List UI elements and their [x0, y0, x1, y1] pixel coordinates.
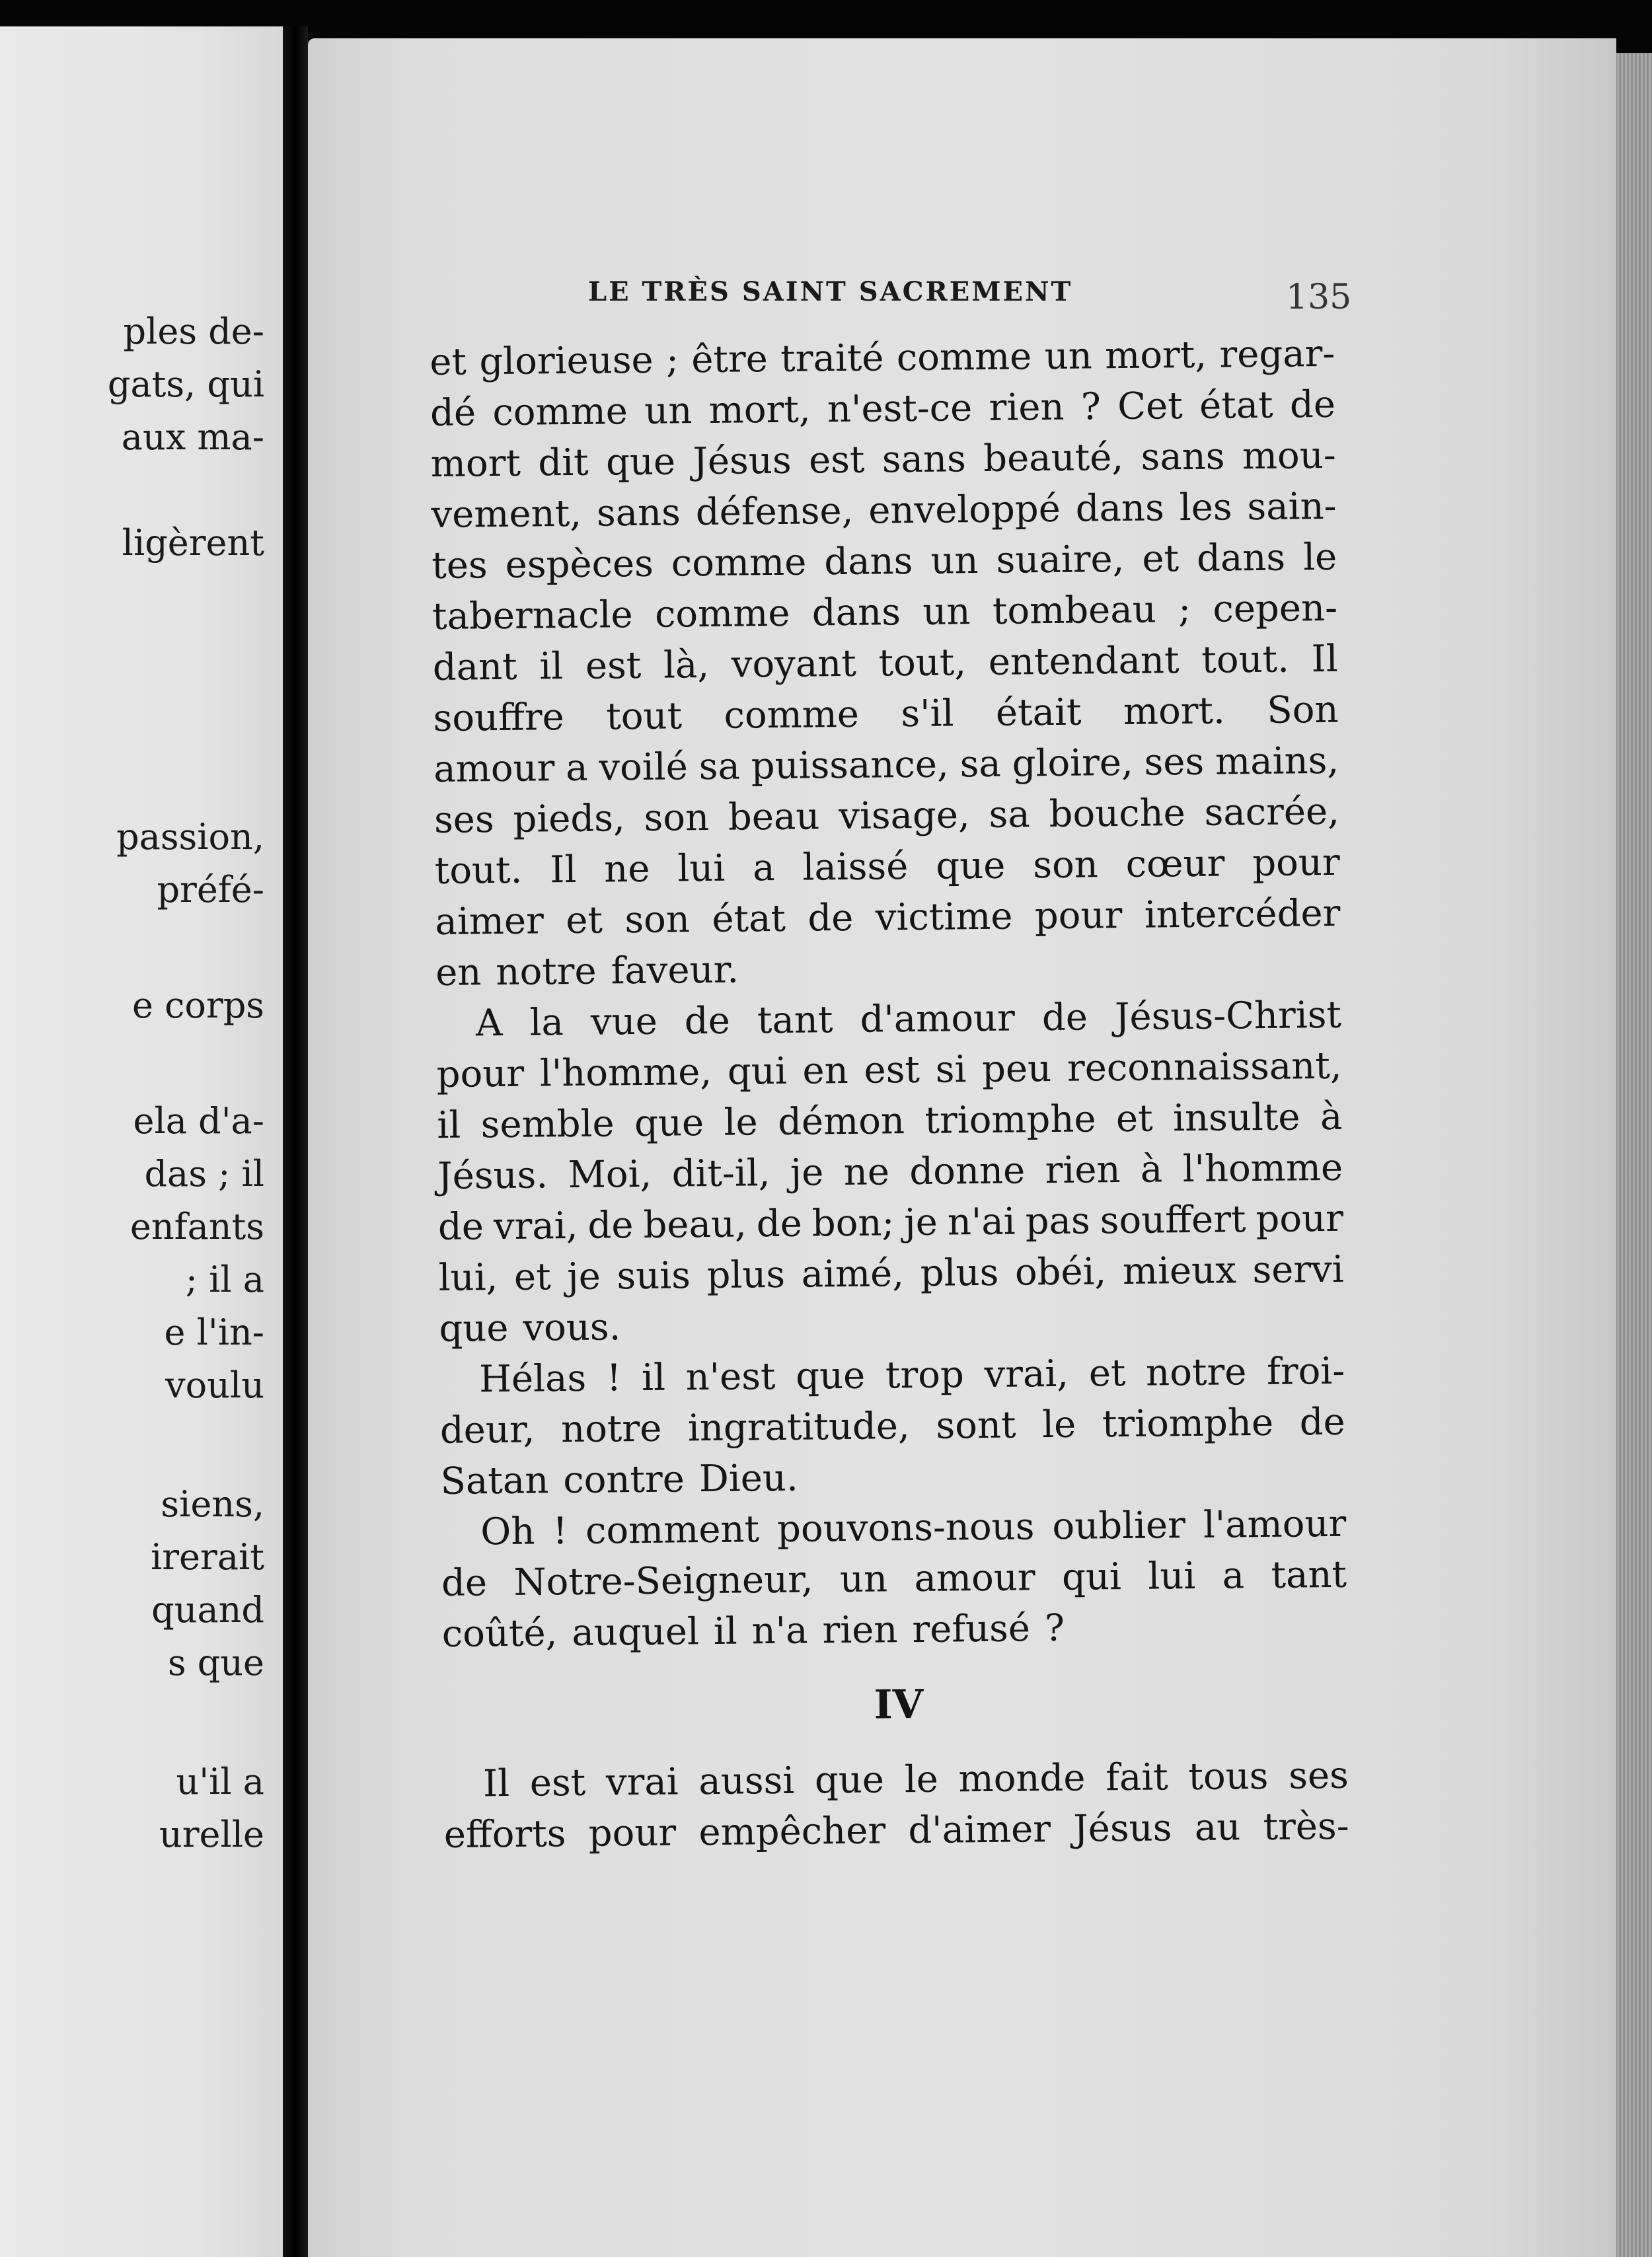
- previous-page-line: das ; il: [144, 1153, 264, 1195]
- text-line: Il est vrai aussi que le monde fait tous ses: [482, 1754, 1349, 1806]
- text-line: ses pieds, son beau visage, sa bouche sacrée,: [433, 790, 1340, 842]
- text-line: dant il est là, voyant tout, entendant tout. Il: [432, 637, 1338, 689]
- text-line: tout. Il ne lui a laissé que son cœur pour: [434, 840, 1340, 893]
- text-line: A la vue de tant d'amour de Jésus-Christ: [475, 993, 1342, 1045]
- text-line: Hélas ! il n'est que trop vrai, et notre froi-: [478, 1349, 1345, 1401]
- previous-page-line: ples de-: [123, 311, 264, 352]
- text-line: souffre tout comme s'il était mort. Son: [433, 688, 1339, 740]
- text-line: Jésus. Moi, dit-il, je ne donne rien à l'homme: [437, 1146, 1343, 1198]
- text-line: amour a voilé sa puissance, sa gloire, ses mains,: [433, 739, 1339, 791]
- previous-page-line: siens,: [161, 1483, 264, 1525]
- previous-page-line: irerait: [150, 1536, 264, 1578]
- previous-page-line: s que: [167, 1642, 264, 1684]
- text-line: dé comme un mort, n'est-ce rien ? Cet état de: [430, 383, 1336, 435]
- previous-page-line: quand: [151, 1589, 264, 1631]
- previous-page-line: voulu: [165, 1364, 264, 1406]
- page-number: 135: [1286, 278, 1352, 317]
- text-line: Satan contre Dieu.: [440, 1456, 799, 1503]
- previous-page-line: u'il a: [176, 1761, 264, 1802]
- text-line: Oh ! comment pouvons-nous oublier l'amour: [480, 1502, 1347, 1554]
- section-heading: IV: [874, 1681, 924, 1728]
- text-line: mort dit que Jésus est sans beauté, sans mou-: [430, 433, 1337, 486]
- paragraph-group-1: [430, 328, 1347, 1660]
- text-line: en notre faveur.: [435, 948, 739, 994]
- book-gutter: [283, 26, 308, 2257]
- previous-page-line: aux ma-: [121, 416, 264, 458]
- text-line: tes espèces comme dans un suaire, et dans le: [432, 535, 1337, 587]
- previous-page-line: passion,: [116, 816, 264, 858]
- previous-page-line: urelle: [159, 1814, 264, 1855]
- previous-page-line: ; il a: [185, 1259, 264, 1300]
- previous-page-line: ligèrent: [122, 522, 264, 564]
- previous-page-line: préfé-: [157, 869, 264, 910]
- text-line: lui, et je suis plus aimé, plus obéi, mieux servi: [438, 1247, 1344, 1300]
- text-line: vement, sans défense, enveloppé dans les sain-: [431, 484, 1337, 536]
- text-line: et glorieuse ; être traité comme un mort, regar-: [430, 332, 1335, 384]
- previous-page-line: e corps: [132, 984, 264, 1026]
- page-edge: [1616, 53, 1652, 2257]
- text-line: que vous.: [439, 1306, 621, 1350]
- text-line: pour l'homme, qui en est si peu reconnaissant,: [436, 1044, 1342, 1096]
- body-text: [430, 328, 1349, 1861]
- paragraph-group-2: [443, 1750, 1349, 1861]
- running-head: LE TRÈS SAINT SACREMENT: [588, 276, 1073, 307]
- text-line: il semble que le démon triomphe et insulte à: [437, 1095, 1343, 1147]
- text-line: coûté, auquel il n'a rien refusé ?: [441, 1606, 1065, 1656]
- previous-page: [0, 26, 283, 2257]
- text-line: tabernacle comme dans un tombeau ; cepen-: [432, 586, 1338, 638]
- previous-page-line: gats, qui: [107, 363, 264, 405]
- text-line: de Notre-Seigneur, un amour qui lui a tant: [441, 1553, 1347, 1605]
- previous-page-line: e l'in-: [164, 1312, 264, 1353]
- text-line: de vrai, de beau, de bon; je n'ai pas souffert pour: [437, 1197, 1344, 1249]
- text-line: efforts pour empêcher d'aimer Jésus au très-: [443, 1804, 1349, 1857]
- previous-page-line: ela d'a-: [133, 1100, 264, 1142]
- text-line: deur, notre ingratitude, sont le triomphe de: [439, 1400, 1346, 1452]
- previous-page-line: enfants: [130, 1206, 264, 1247]
- text-line: aimer et son état de victime pour intercéder: [435, 891, 1341, 944]
